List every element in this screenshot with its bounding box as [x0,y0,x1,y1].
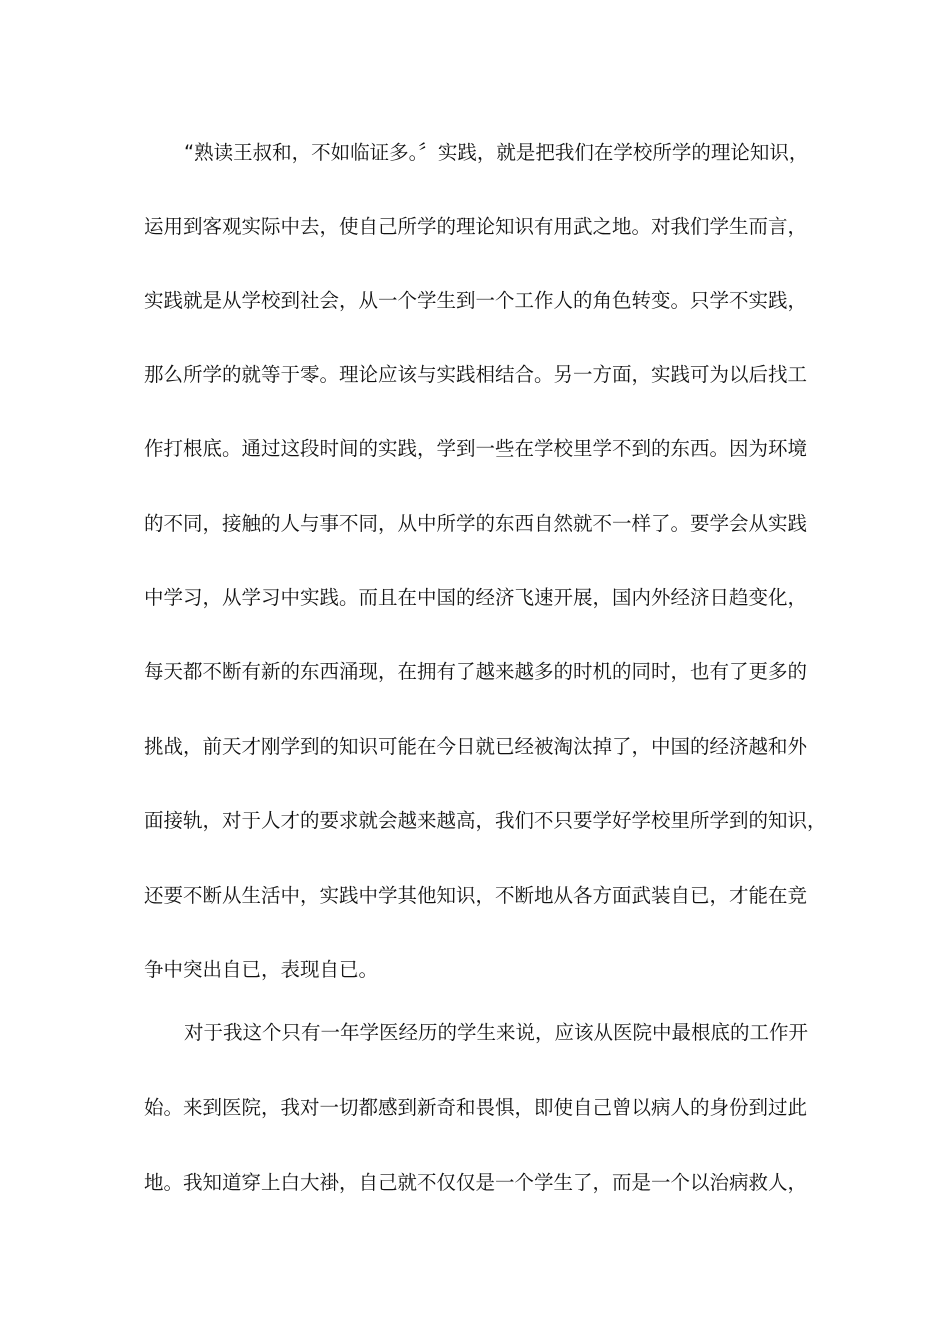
paragraph-1-line-9: 挑战，前天才刚学到的知识可能在今日就已经被淘汰掉了，中国的经济越和外 [144,735,808,758]
paragraph-1-line-7: 中学习，从学习中实践。而且在中国的经济飞速开展，国内外经济日趋变化， [144,586,808,609]
paragraph-1-line-5: 作打根底。通过这段时间的实践，学到一些在学校里学不到的东西。因为环境 [144,437,808,460]
paragraph-1-line-8: 每天都不断有新的东西涌现，在拥有了越来越多的时机的同时，也有了更多的 [144,660,808,683]
paragraph-1-line-3: 实践就是从学校到社会，从一个学生到一个工作人的角色转变。只学不实践， [144,289,808,312]
paragraph-1-line-12: 争中突出自已，表现自已。 [144,958,379,981]
paragraph-2-line-2: 始。来到医院，我对一切都感到新奇和畏惧，即使自己曾以病人的身份到过此 [144,1096,808,1119]
paragraph-1-line-6: 的不同，接触的人与事不同，从中所学的东西自然就不一样了。要学会从实践 [144,512,808,535]
paragraph-1-line-10: 面接轨，对于人才的要求就会越来越高，我们不只要学好学校里所学到的知识， [144,809,827,832]
paragraph-1-line-4: 那么所学的就等于零。理论应该与实践相结合。另一方面，实践可为以后找工 [144,363,808,386]
paragraph-1-line-11: 还要不断从生活中，实践中学其他知识，不断地从各方面武装自已，才能在竞 [144,884,808,907]
paragraph-1-line-2: 运用到客观实际中去，使自己所学的理论知识有用武之地。对我们学生而言， [144,215,808,238]
paragraph-2-line-1: 对于我这个只有一年学医经历的学生来说，应该从医院中最根底的工作开 [184,1021,809,1044]
paragraph-1-line-1: “熟读王叔和，不如临证多。〞实践，就是把我们在学校所学的理论知识， [184,141,809,164]
paragraph-2-line-3: 地。我知道穿上白大褂，自己就不仅仅是一个学生了，而是一个以治病救人， [144,1171,808,1194]
